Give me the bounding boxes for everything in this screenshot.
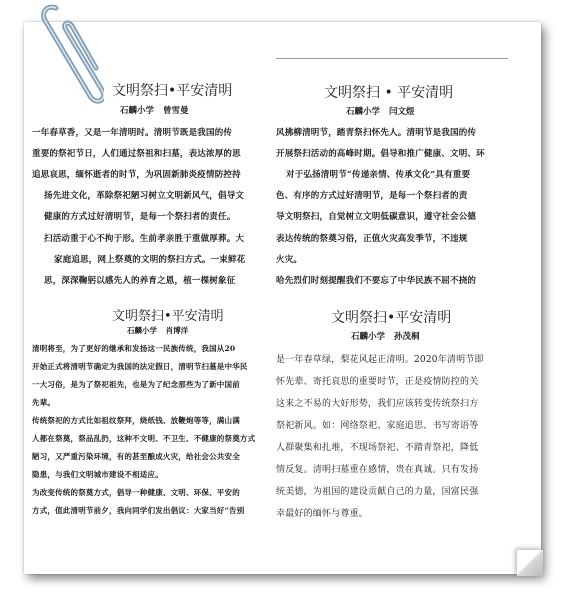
essay-line: 统美德，为祖国的建设贡献自己的力量，国富民强 [276,487,479,497]
header-rule [276,58,508,59]
essay-line: 开始正式将清明节确定为我国的法定假日，清明节扫墓是中华民 [32,362,248,371]
essay-author: 石麟小学 肖博洋 [127,326,189,335]
essay-author: 石麟小学 闫文煜 [346,107,415,117]
essay-line: 为改变传统的祭奠方式，倡导一种健康、文明、环保、平安的 [32,488,240,497]
essay-line: 人群聚集和扎堆，不现场祭祀、不踏青祭祀，降低 [276,443,479,453]
essay-line: 怀先辈、寄托哀思的重要时节，正是疫情防控的关 [276,377,479,387]
essay-line: 风拂柳清明节，踏青祭扫怀先人。清明节是我国的传 [276,128,477,138]
essay-line: 表达传统的祭奠习俗，正值火灾高发季节，不违规 [276,234,468,244]
essay-line: 扬先进文化，革除祭祀陋习树立文明新风气，倡导文 [44,191,245,201]
essay-line: 清明将至，为了更好的继承和发扬这一民族传统，我国从20 [32,344,236,353]
essay-line: 色、有序的方式过好清明节，是每一个祭扫者的责 [276,191,468,201]
essay-line: 陋习，又严重污染环境，有的甚至酿成火灾，给社会公共安全 [32,452,240,461]
essay-line: 方式，值此清明节前夕，我向同学们发出倡议：大家当好“告别 [32,506,245,515]
essay-line: 祭祀新风。如：网络祭祀、家庭追思、书写寄语等 [276,421,479,431]
essay-bottom-right [276,297,508,523]
essay-author: 石麟小学 孙茂桐 [351,332,420,342]
essay-line: 健康的方式过好清明节，是每一个祭扫者的责任。 [44,212,236,222]
essay-line: 火灾。 [276,255,303,265]
essay-line: 导文明祭扫，自觉树立文明低碳意识，遵守社会公德 [276,212,477,222]
essay-line: 一年春草香，又是一年清明时。清明节既是我国的传 [32,128,233,138]
essay-title: 文明祭扫•平安清明 [112,83,233,99]
essay-line: 先辈。 [32,398,56,407]
essay-title: 文明祭扫•平安清明 [112,309,224,324]
essay-line: 是一年春草绿，梨花风起正清明。2020年清明节即 [276,355,484,365]
essay-line: 这来之不易的大好形势，我们应该转变传统祭扫方 [276,399,479,409]
essay-line: 开展祭扫活动的高峰时期。倡导和推广健康、文明、环 [276,149,485,159]
essay-title: 文明祭扫•平安清明 [331,310,452,326]
essay-title: 文明祭扫 • 平安清明 [324,85,454,101]
essay-top-right [276,72,508,297]
essay-line: 思，深深鞠躬以感先人的养育之恩，植一棵树象征 [44,276,236,286]
essay-line: 追思哀思，缅怀逝者的时节，为巩固新肺炎疫情防控持 [32,170,241,180]
essay-bottom-left [32,297,274,523]
essay-line: 传统祭祀的方式比如祖纹祭拜，烧纸钱、放鞭炮等等，满山满 [32,416,240,425]
essay-line: 幸最好的缅怀与尊重。 [276,509,369,519]
essay-line: 对于弘扬清明节“传递亲情、传承文化”具有重要 [286,170,471,180]
paperclip-icon [34,0,104,120]
essay-line: 扫活动重于心不拘于形。生前孝亲胜于重做厚葬。大 [44,234,245,244]
essay-line: 一大习俗，是为了祭祀祖先，也是为了纪念那些为了新中国前 [32,380,240,389]
essay-line: 情反复。清明扫墓重在感情，贵在真诚。只有发扬 [276,465,479,475]
essay-author: 石麟小学 曾雪曼 [120,106,189,116]
essay-line: 家庭追思，网上祭奠的文明的祭扫方式。一束鲜花 [54,255,246,265]
essay-line: 隐患，与我们文明城市建设不相适应。 [32,470,163,479]
essay-line: 重要的祭祀节日，人们通过祭祖和扫墓，表达浓厚的思 [32,149,241,159]
essay-line: 人都在祭奠，祭品乱扔，这种不文明、不卫生、不健康的祭奠方式 [32,434,256,443]
essay-line: 哈先烈们时刻提醒我们不要忘了中华民族不屈不挠的 [276,276,477,286]
